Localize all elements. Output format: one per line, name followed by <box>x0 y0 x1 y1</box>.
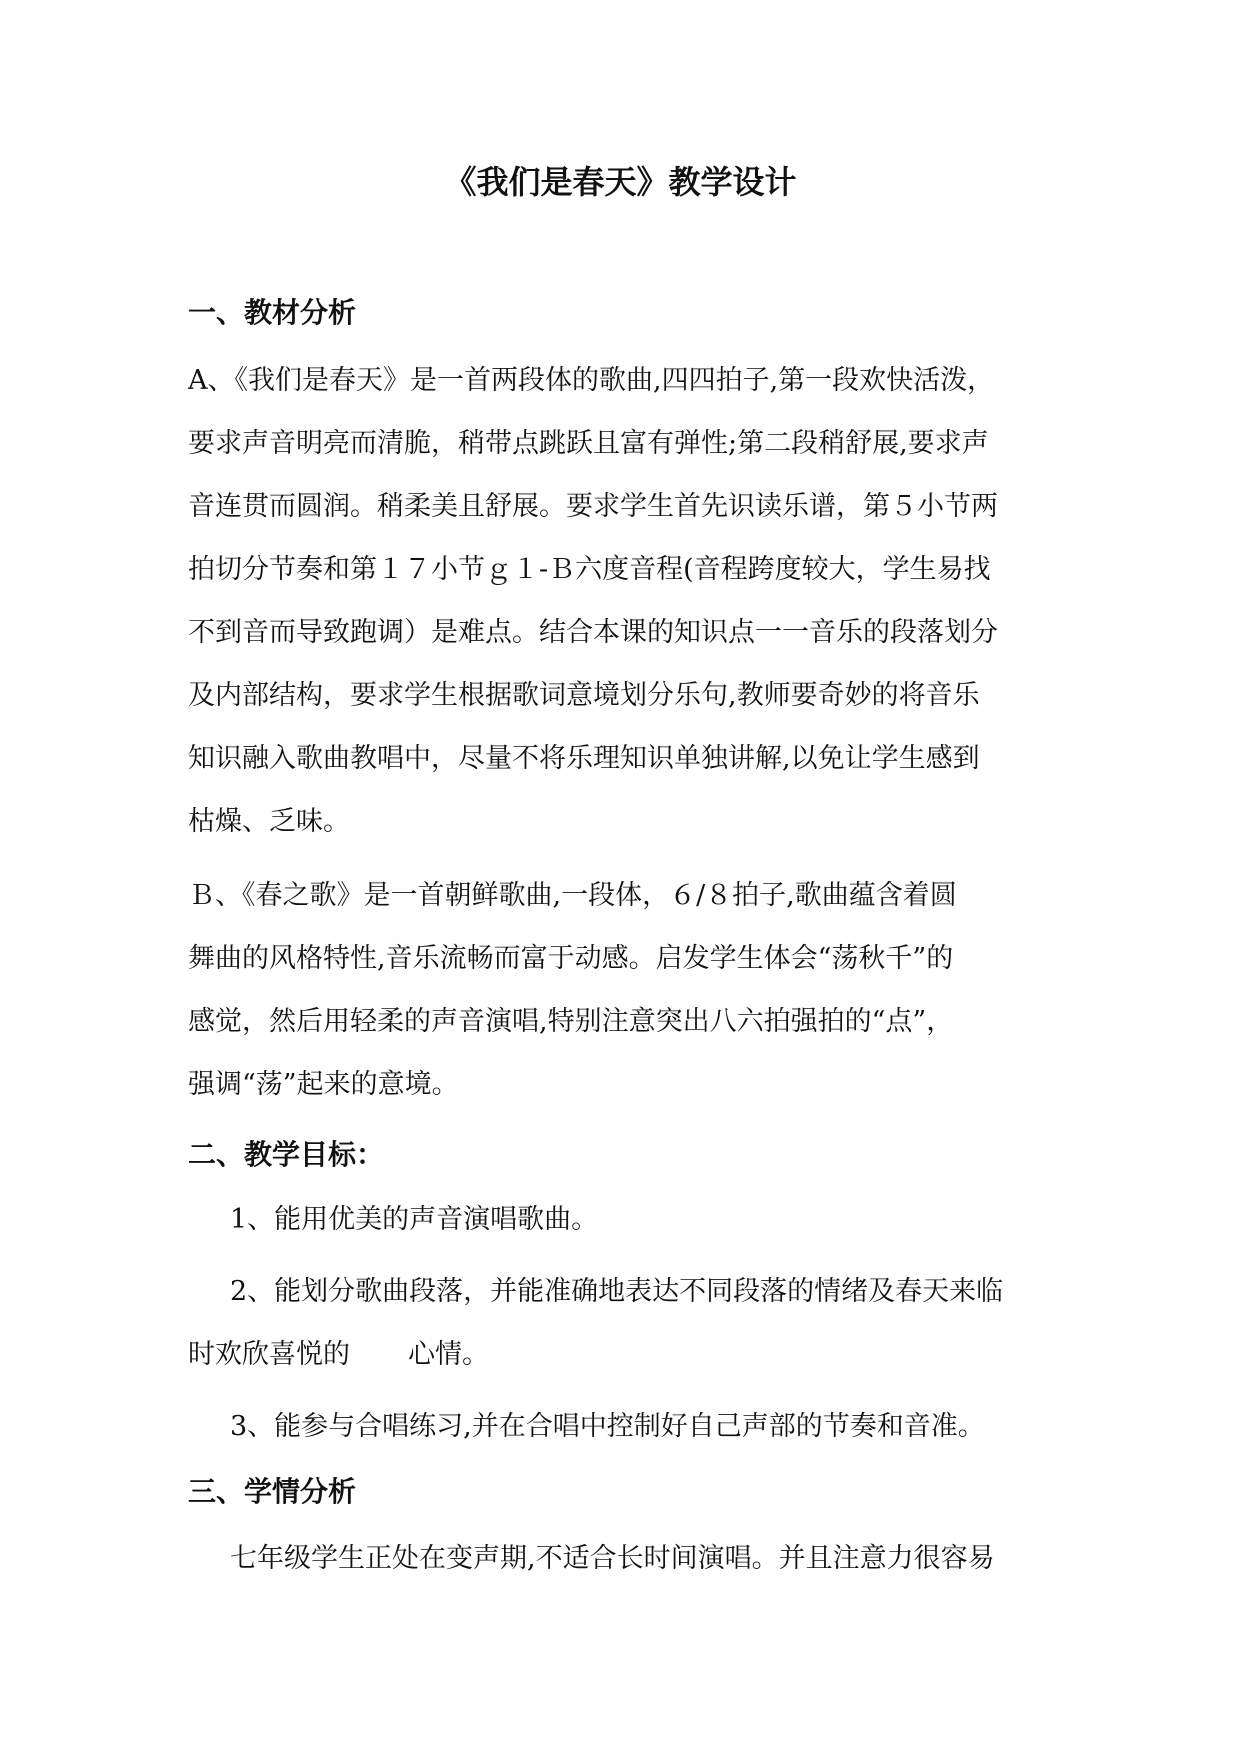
section-heading-goals: 二、教学目标： <box>188 1138 385 1171</box>
section-heading-students: 三、学情分析 <box>188 1475 357 1508</box>
paragraph-a-line: 不到音而导致跑调）是难点。结合本课的知识点一一音乐的段落划分 <box>188 617 998 648</box>
paragraph-b-line: 强调“荡”起来的意境。 <box>188 1069 459 1100</box>
paragraph-b-line: 舞曲的风格特性,音乐流畅而富于动感。启发学生体会“荡秋千”的 <box>188 943 954 974</box>
goal-item-2: 2、能划分歌曲段落，并能准确地表达不同段落的情绪及春天来临 <box>230 1276 1004 1307</box>
students-paragraph-line: 七年级学生正处在变声期,不适合长时间演唱。并且注意力很容易 <box>230 1543 995 1574</box>
paragraph-a-line: 及内部结构，要求学生根据歌词意境划分乐句,教师要奇妙的将音乐 <box>188 680 980 711</box>
paragraph-b-line: 感觉，然后用轻柔的声音演唱,特别注意突出八六拍强拍的“点”， <box>188 1006 954 1037</box>
goal-item-3: 3、能参与合唱练习,并在合唱中控制好自己声部的节奏和音准。 <box>230 1411 985 1442</box>
goal-item-1: 1、能用优美的声音演唱歌曲。 <box>230 1204 599 1235</box>
goal-item-2-text-a: 时欢欣喜悦的 <box>188 1339 350 1370</box>
goal-item-2-text-b: 心情。 <box>408 1339 489 1370</box>
paragraph-b-line: Ｂ、《春之歌》是一首朝鲜歌曲,一段体，６/８拍子,歌曲蕴含着圆 <box>188 880 957 911</box>
paragraph-a-line: 枯燥、乏味。 <box>188 806 350 837</box>
paragraph-a-line: 要求声音明亮而清脆，稍带点跳跃且富有弹性;第二段稍舒展,要求声 <box>188 428 989 459</box>
paragraph-a-line: A、《我们是春天》是一首两段体的歌曲,四四拍子,第一段欢快活泼， <box>188 365 995 396</box>
paragraph-a-line: 知识融入歌曲教唱中，尽量不将乐理知识单独讲解,以免让学生感到 <box>188 743 980 774</box>
goal-item-2-continuation <box>188 1335 489 1375</box>
paragraph-a-line: 音连贯而圆润。稍柔美且舒展。要求学生首先识读乐谱，第５小节两 <box>188 491 998 522</box>
section-heading-analysis: 一、教材分析 <box>188 296 357 329</box>
paragraph-a-line: 拍切分节奏和第１７小节ｇ１-Ｂ六度音程(音程跨度较大，学生易找 <box>188 554 991 585</box>
document-title: 《我们是春天》教学设计 <box>444 163 797 201</box>
